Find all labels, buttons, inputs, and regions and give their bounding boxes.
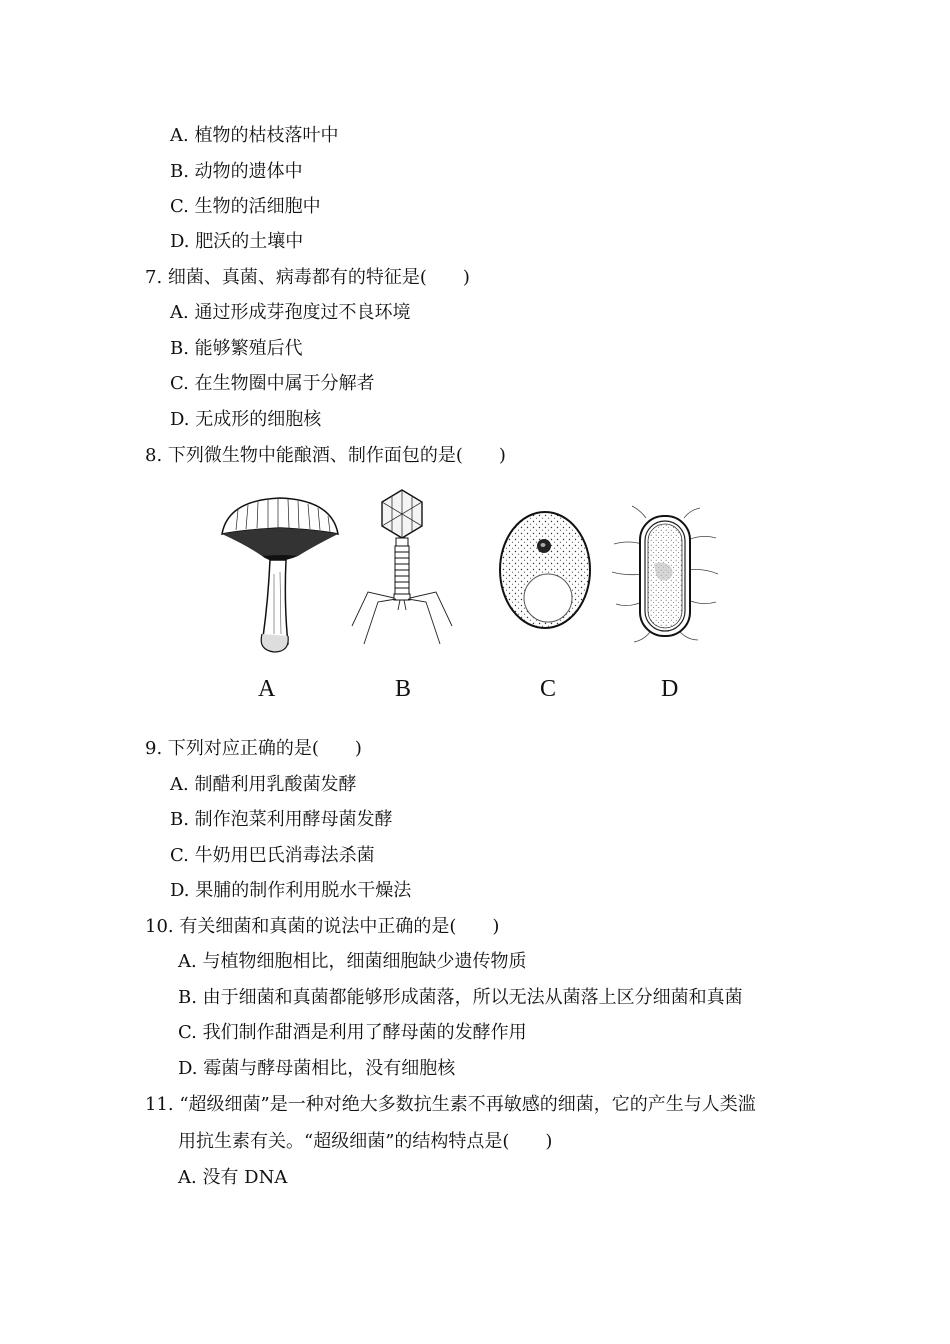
- figure-label-a: A: [258, 676, 276, 702]
- figure-label-c: C: [540, 676, 557, 702]
- q7-option-b: B. 能够繁殖后代: [170, 338, 303, 359]
- q10-stem: 10. 有关细菌和真菌的说法中正确的是( ): [145, 916, 500, 937]
- q10-option-b: B. 由于细菌和真菌都能够形成菌落，所以无法从菌落上区分细菌和真菌: [178, 987, 743, 1008]
- figure-label-b: B: [395, 676, 412, 702]
- q10-option-c: C. 我们制作甜酒是利用了酵母菌的发酵作用: [178, 1022, 527, 1043]
- q8-stem: 8. 下列微生物中能酿酒、制作面包的是( ): [145, 445, 506, 466]
- q11-stem-line2: 用抗生素有关。“超级细菌”的结构特点是( ): [178, 1131, 553, 1152]
- q6-option-d: D. 肥沃的土壤中: [170, 231, 304, 252]
- yeast-cell-illustration: [496, 508, 594, 632]
- q7-stem: 7. 细菌、真菌、病毒都有的特征是( ): [145, 267, 470, 288]
- bacteriophage-illustration: [348, 486, 456, 646]
- q9-option-b: B. 制作泡菜利用酵母菌发酵: [170, 809, 393, 830]
- q9-option-d: D. 果脯的制作利用脱水干燥法: [170, 880, 412, 901]
- q9-option-c: C. 牛奶用巴氏消毒法杀菌: [170, 845, 375, 866]
- q10-option-d: D. 霉菌与酵母菌相比，没有细胞核: [178, 1058, 456, 1079]
- q6-option-a: A. 植物的枯枝落叶中: [170, 125, 339, 146]
- q8-figure: [210, 484, 730, 714]
- q7-option-a: A. 通过形成芽孢度过不良环境: [170, 302, 411, 323]
- q11-stem-line1: 11. “超级细菌”是一种对绝大多数抗生素不再敏感的细菌，它的产生与人类滥: [145, 1094, 756, 1115]
- mushroom-illustration: [218, 494, 342, 654]
- q9-stem: 9. 下列对应正确的是( ): [145, 738, 362, 759]
- q6-option-c: C. 生物的活细胞中: [170, 196, 321, 217]
- q10-option-a: A. 与植物细胞相比，细菌细胞缺少遗传物质: [178, 951, 527, 972]
- q11-option-a: A. 没有 DNA: [178, 1167, 288, 1188]
- q6-option-b: B. 动物的遗体中: [170, 161, 303, 182]
- figure-label-d: D: [661, 676, 679, 702]
- bacterium-illustration: [610, 504, 720, 644]
- q7-option-d: D. 无成形的细胞核: [170, 409, 322, 430]
- q7-option-c: C. 在生物圈中属于分解者: [170, 373, 375, 394]
- q9-option-a: A. 制醋利用乳酸菌发酵: [170, 774, 357, 795]
